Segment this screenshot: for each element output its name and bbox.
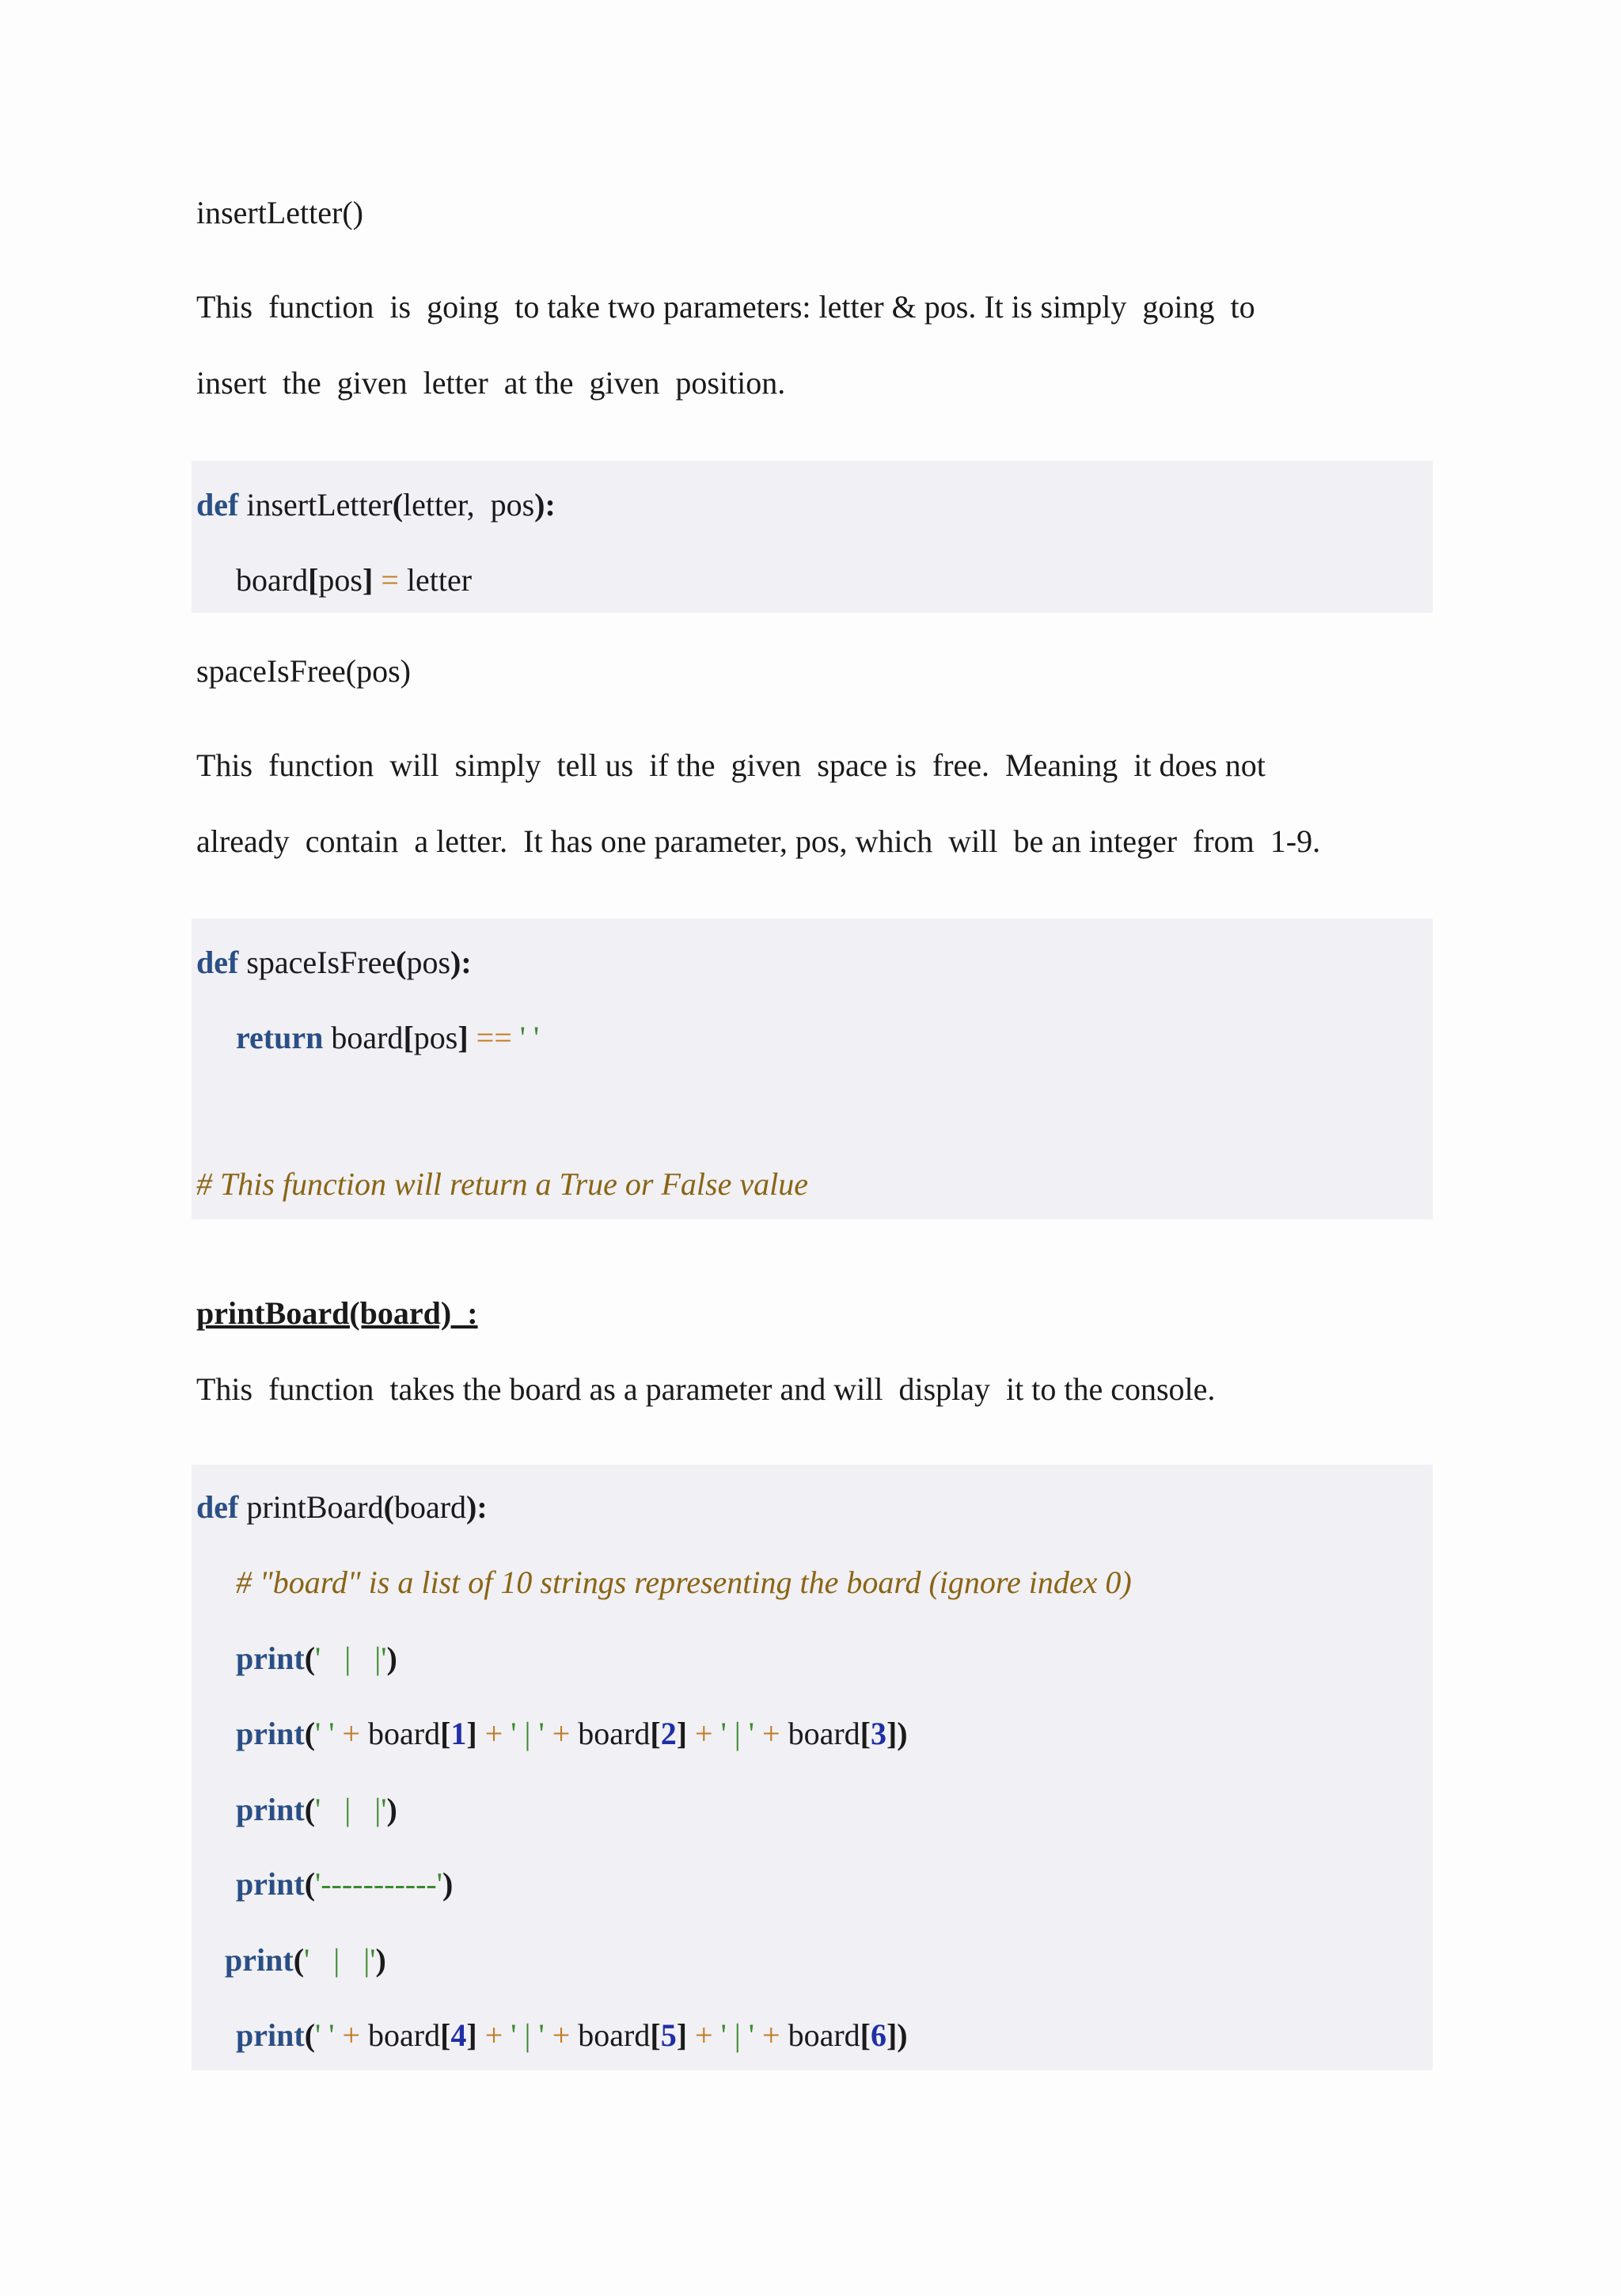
code-line: print(' ' + board[4] + ' | ' + board[5] + ' | ' + board[6]) — [236, 2017, 908, 2053]
code-block-printboard — [192, 1465, 1433, 2070]
code-block-insertletter — [192, 461, 1433, 613]
code-comment: # "board" is a list of 10 strings representing the board (ignore index 0) — [236, 1564, 1132, 1600]
section-heading-insertletter: insertLetter() — [196, 195, 363, 230]
section-description-insertletter — [196, 269, 1431, 421]
description-line: This function will simply tell us if the given space is free. Meaning it does not — [196, 747, 1266, 783]
section-description-spaceisfree — [196, 728, 1431, 880]
code-block-spaceisfree — [192, 918, 1433, 1219]
code-line: print(' | |') — [236, 1792, 397, 1827]
code-line: board[pos] = letter — [236, 562, 473, 598]
section-description-printboard — [196, 1351, 1431, 1427]
description-line: This function takes the board as a parameter and will display it to the console. — [196, 1371, 1216, 1407]
code-line: print('-----------') — [236, 1866, 454, 1902]
description-line: insert the given letter at the given position. — [196, 365, 786, 401]
code-line: print(' ' + board[1] + ' | ' + board[2] + ' | ' + board[3]) — [236, 1716, 908, 1751]
code-comment: # This function will return a True or False value — [196, 1166, 808, 1202]
description-line: This function is going to take two parameters: letter & pos. It is simply going to — [196, 289, 1255, 325]
code-line: def printBoard(board): — [196, 1489, 488, 1525]
code-line: def insertLetter(letter, pos): — [196, 487, 556, 523]
code-line: def spaceIsFree(pos): — [196, 945, 472, 980]
code-line: print(' | |') — [225, 1942, 386, 1978]
code-line: return board[pos] == ' ' — [236, 1020, 540, 1055]
section-heading-spaceisfree: spaceIsFree(pos) — [196, 653, 411, 689]
description-line: already contain a letter. It has one parameter, pos, which will be an integer from 1-9. — [196, 823, 1321, 859]
code-line: print(' | |') — [236, 1640, 397, 1676]
section-heading-printboard: printBoard(board) : — [196, 1295, 478, 1331]
